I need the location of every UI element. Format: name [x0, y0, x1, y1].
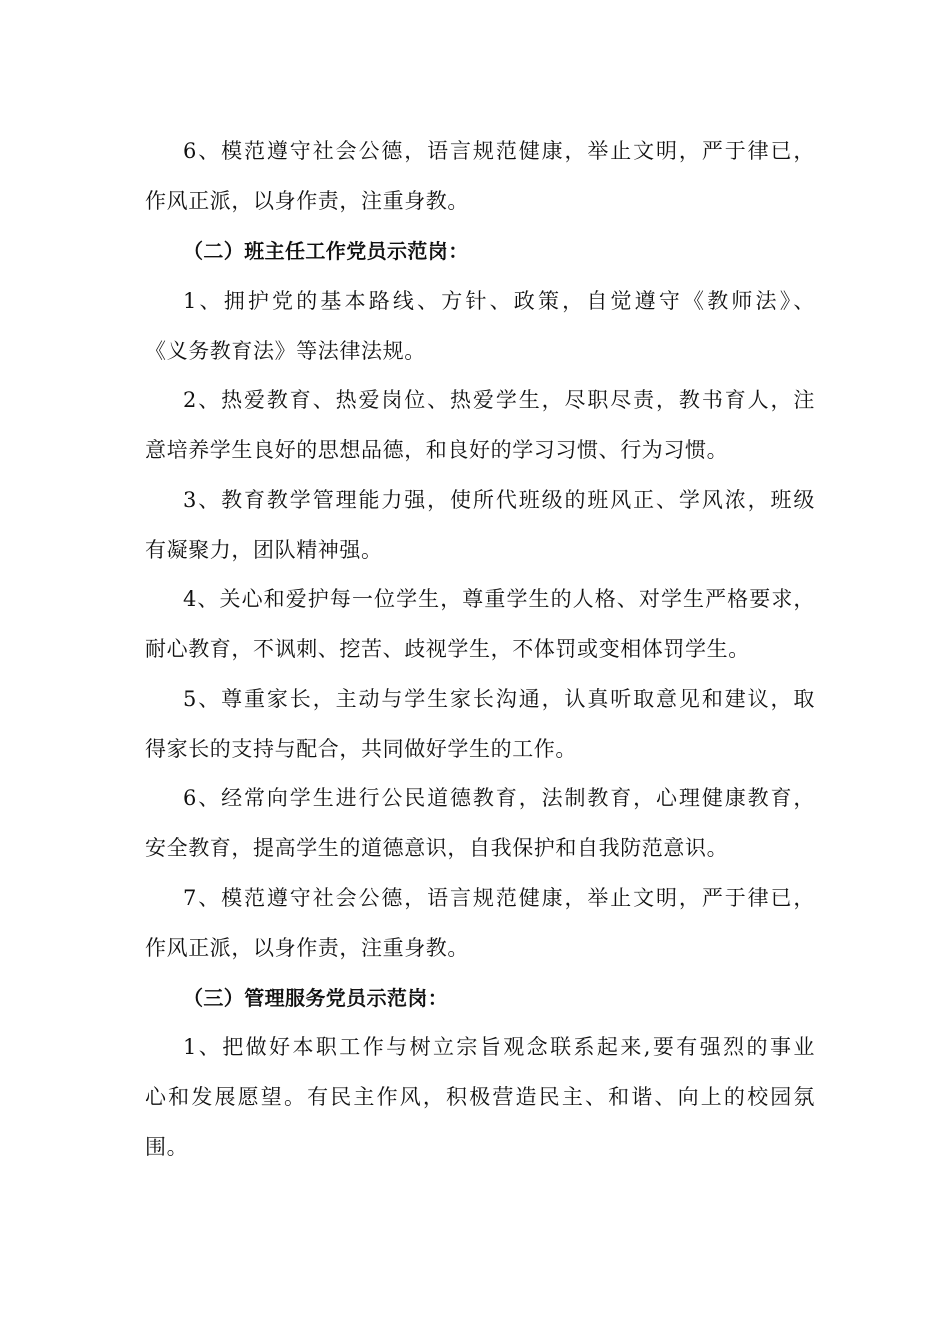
paragraph-line: 作风正派，以身作责，注重身教。 [145, 936, 469, 960]
paragraph-line: 2、热爱教育、热爱岗位、热爱学生，尽职尽责，教书育人，注 [183, 388, 815, 412]
paragraph-line: 6、模范遵守社会公德，语言规范健康，举止文明，严于律已， [183, 139, 815, 163]
paragraph-line: 3、教育教学管理能力强，使所代班级的班风正、学风浓，班级 [183, 488, 815, 512]
paragraph-line: 安全教育，提高学生的道德意识，自我保护和自我防范意识。 [145, 836, 729, 860]
paragraph-line: 1、把做好本职工作与树立宗旨观念联系起来,要有强烈的事业 [183, 1035, 815, 1059]
paragraph-line: 作风正派，以身作责，注重身教。 [145, 189, 469, 213]
paragraph-line: 7、模范遵守社会公德，语言规范健康，举止文明，严于律已， [183, 886, 815, 910]
paragraph-line: 心和发展愿望。有民主作风，积极营造民主、和谐、向上的校园氛 [145, 1085, 815, 1109]
paragraph-line: 意培养学生良好的思想品德，和良好的学习习惯、行为习惯。 [145, 438, 729, 462]
section-heading: （二）班主任工作党员示范岗： [183, 239, 469, 263]
paragraph-line: 4、关心和爱护每一位学生，尊重学生的人格、对学生严格要求， [183, 587, 815, 611]
paragraph-line: 1、拥护党的基本路线、方针、政策，自觉遵守《教师法》、 [183, 289, 815, 313]
paragraph-line: 得家长的支持与配合，共同做好学生的工作。 [145, 737, 577, 761]
paragraph-line: 《义务教育法》等法律法规。 [145, 339, 426, 363]
paragraph-line: 5、尊重家长，主动与学生家长沟通，认真听取意见和建议，取 [183, 687, 815, 711]
paragraph-line: 耐心教育，不讽刺、挖苦、歧视学生，不体罚或变相体罚学生。 [145, 637, 750, 661]
paragraph-line: 围。 [145, 1135, 189, 1159]
section-heading: （三）管理服务党员示范岗： [183, 986, 449, 1010]
paragraph-line: 有凝聚力，团队精神强。 [145, 538, 383, 562]
paragraph-line: 6、经常向学生进行公民道德教育，法制教育，心理健康教育， [183, 786, 815, 810]
